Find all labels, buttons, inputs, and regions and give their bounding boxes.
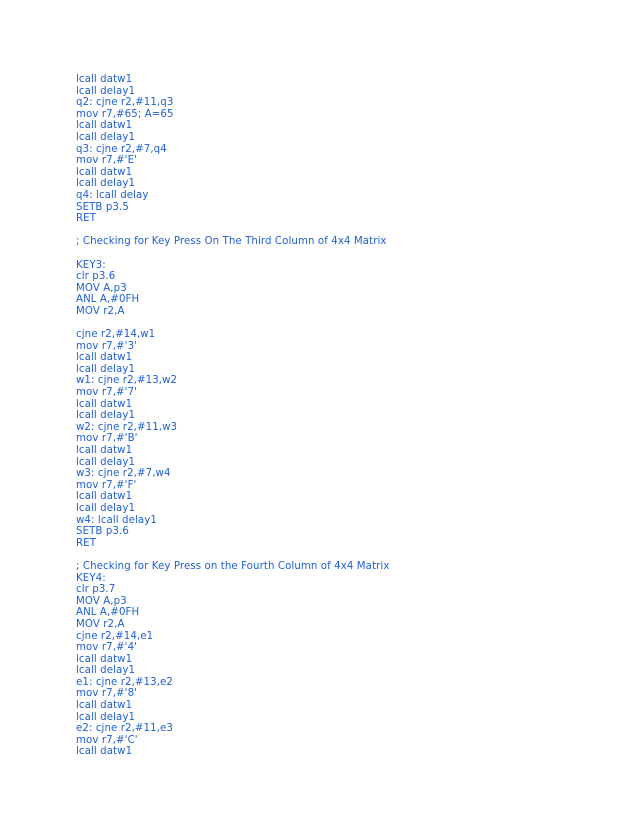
code-line: q4: lcall delay xyxy=(76,189,149,201)
blank-line xyxy=(76,248,596,260)
code-line: lcall delay1 xyxy=(76,131,136,143)
code-line: MOV r2,A xyxy=(76,305,125,317)
code-line: mov r7,#65; A=65 xyxy=(76,108,174,120)
code-line: KEY4: xyxy=(76,572,106,584)
code-line: lcall datw1 xyxy=(76,398,133,410)
code-line: lcall delay1 xyxy=(76,363,136,375)
blank-line xyxy=(76,317,596,329)
code-line: cjne r2,#14,e1 xyxy=(76,630,154,642)
code-line: w4: lcall delay1 xyxy=(76,514,157,526)
code-line: lcall datw1 xyxy=(76,352,133,364)
code-line: SETB p3.6 xyxy=(76,526,129,538)
code-line: RET xyxy=(76,213,97,225)
code-line: mov r7,#'E' xyxy=(76,155,138,167)
code-line: clr p3.6 xyxy=(76,271,116,283)
blank-line xyxy=(76,225,596,237)
code-line: RET xyxy=(76,537,97,549)
code-line: MOV A,p3 xyxy=(76,282,127,294)
code-line: lcall delay1 xyxy=(76,665,136,677)
code-line: lcall delay1 xyxy=(76,85,136,97)
code-line: lcall datw1 xyxy=(76,491,133,503)
comment-line: ; Checking for Key Press On The Third Column of 4x4 Matrix xyxy=(76,236,387,248)
code-line: mov r7,#'C' xyxy=(76,734,138,746)
code-line: mov r7,#'F' xyxy=(76,479,137,491)
code-line: SETB p3.5 xyxy=(76,201,129,213)
code-line: mov r7,#'4' xyxy=(76,642,138,654)
code-listing xyxy=(76,74,596,758)
code-line: lcall datw1 xyxy=(76,166,133,178)
code-line: mov r7,#'B' xyxy=(76,433,138,445)
code-line: mov r7,#'7' xyxy=(76,387,138,399)
code-line: w1: cjne r2,#13,w2 xyxy=(76,375,178,387)
code-line: w3: cjne r2,#7,w4 xyxy=(76,468,171,480)
code-line: lcall datw1 xyxy=(76,746,133,758)
code-line: MOV r2,A xyxy=(76,618,125,630)
code-line: ANL A,#0FH xyxy=(76,607,140,619)
code-line: lcall delay1 xyxy=(76,502,136,514)
code-line: e2: cjne r2,#11,e3 xyxy=(76,723,174,735)
code-line: KEY3: xyxy=(76,259,106,271)
code-line: cjne r2,#14,w1 xyxy=(76,329,156,341)
code-line: q2: cjne r2,#11,q3 xyxy=(76,97,174,109)
code-line: lcall datw1 xyxy=(76,653,133,665)
code-line: lcall delay1 xyxy=(76,178,136,190)
code-line: lcall delay1 xyxy=(76,456,136,468)
code-line: lcall delay1 xyxy=(76,410,136,422)
code-line: e1: cjne r2,#13,e2 xyxy=(76,676,174,688)
code-line: clr p3.7 xyxy=(76,584,116,596)
code-line: lcall datw1 xyxy=(76,74,133,85)
code-line: mov r7,#'3' xyxy=(76,340,138,352)
code-line: w2: cjne r2,#11,w3 xyxy=(76,421,178,433)
comment-line: ; Checking for Key Press on the Fourth Column of 4x4 Matrix xyxy=(76,560,390,572)
blank-line xyxy=(76,549,596,561)
code-line: lcall datw1 xyxy=(76,120,133,132)
code-line: lcall datw1 xyxy=(76,700,133,712)
code-line: q3: cjne r2,#7,q4 xyxy=(76,143,167,155)
code-line: ANL A,#0FH xyxy=(76,294,140,306)
code-line: mov r7,#'8' xyxy=(76,688,138,700)
code-line: lcall datw1 xyxy=(76,445,133,456)
code-line: lcall delay1 xyxy=(76,711,136,723)
code-line: MOV A,p3 xyxy=(76,595,127,607)
